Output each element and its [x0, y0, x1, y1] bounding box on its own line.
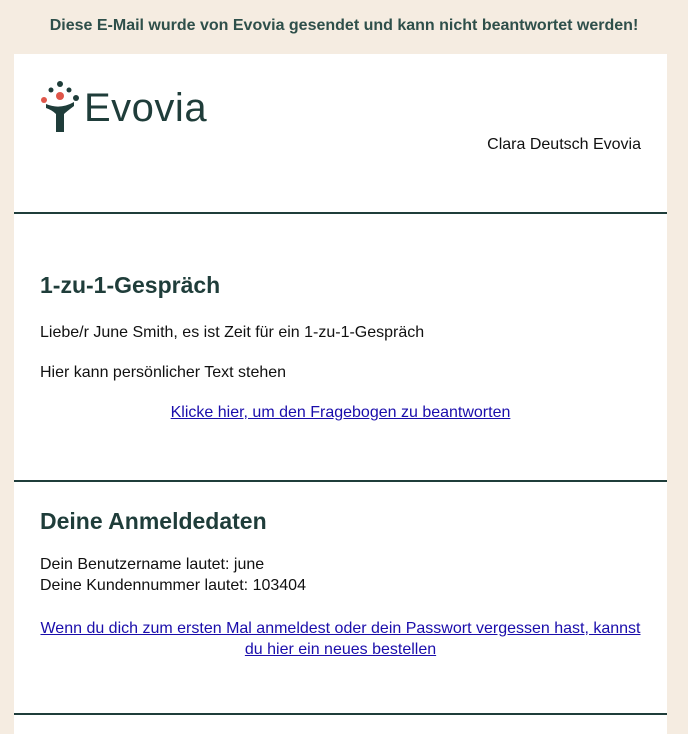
conversation-section [14, 214, 667, 480]
email-header [14, 54, 667, 212]
sender-name: Clara Deutsch Evovia [487, 136, 641, 153]
divider [14, 713, 667, 715]
password-reset-link[interactable]: Wenn du dich zum ersten Mal anmeldest oder dein Passwort vergessen hast, kannst du hier ein neues bestellen [40, 620, 641, 658]
personal-text: Hier kann persönlicher Text stehen [40, 364, 287, 381]
customer-number-line: Deine Kundennummer lautet: 103404 [40, 577, 306, 594]
username-line: Dein Benutzername lautet: june [40, 556, 265, 573]
evovia-logo-icon [40, 80, 80, 136]
questionnaire-link[interactable]: Klicke hier, um den Fragebogen zu beantworten [170, 404, 511, 421]
email-card [14, 54, 667, 734]
evovia-logo [40, 80, 207, 136]
login-title: Deine Anmeldedaten [40, 508, 267, 534]
greeting-text: Liebe/r June Smith, es ist Zeit für ein 1-zu-1-Gespräch [40, 324, 425, 341]
login-section [14, 482, 667, 712]
logo-wordmark: Evovia [84, 85, 208, 130]
no-reply-notice: Diese E-Mail wurde von Evovia gesendet und kann nicht beantwortet werden! [49, 17, 639, 34]
conversation-title: 1-zu-1-Gespräch [40, 272, 221, 298]
